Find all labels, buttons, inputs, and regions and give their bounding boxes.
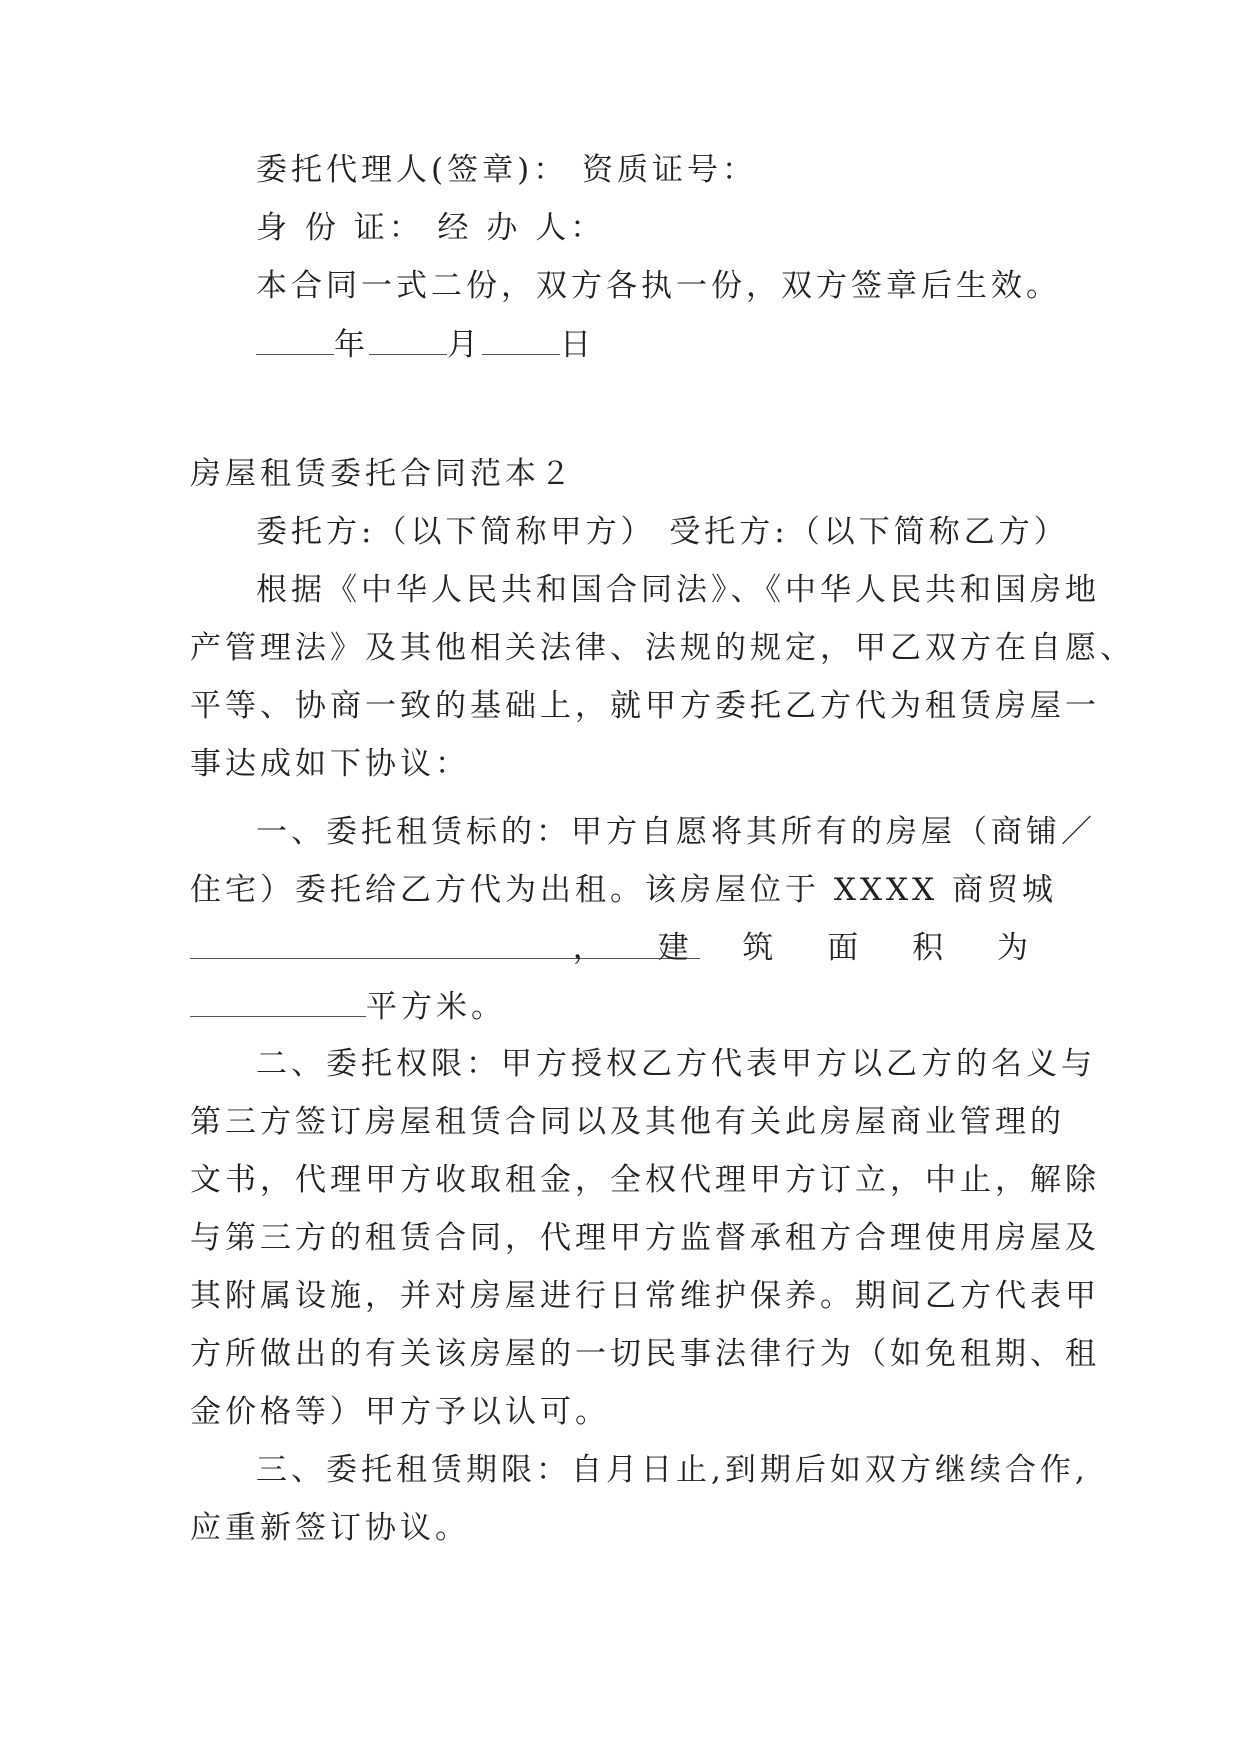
clause2-line-3: 文书，代理甲方收取租金，全权代理甲方订立，中止，解除	[190, 1162, 1100, 1198]
clause1-line-3	[190, 928, 1050, 969]
clause3-line-1: 三、委托租赁期限：自月日止,到期后如双方继续合作,	[256, 1452, 1089, 1488]
clause2-line-4: 与第三方的租赁合同，代理甲方监督承租方合理使用房屋及	[190, 1220, 1100, 1256]
clause2-line-6: 方所做出的有关该房屋的一切民事法律行为（如免租期、租	[190, 1336, 1100, 1372]
day-label: 日	[560, 327, 595, 363]
date-line	[256, 324, 1050, 365]
agent-signature-line: 委托代理人(签章)： 资质证号：	[256, 152, 758, 188]
year-blank	[256, 324, 334, 355]
area-unit: 平方米。	[366, 989, 506, 1025]
clause2-line-5: 其附属设施，并对房屋进行日常维护保养。期间乙方代表甲	[190, 1278, 1100, 1314]
intro-line-1	[256, 570, 1100, 610]
area-blank	[190, 986, 366, 1017]
clause1-line-1: 一、委托租赁标的：甲方自愿将其所有的房屋（商铺／	[256, 814, 1096, 850]
copies-statement: 本合同一式二份，双方各执一份，双方签章后生效。	[256, 268, 1061, 304]
year-label: 年	[334, 327, 369, 363]
clause2-line-1: 二、委托权限：甲方授权乙方代表甲方以乙方的名义与	[256, 1046, 1096, 1082]
clause1-line-4	[190, 986, 1050, 1027]
clause2-line-2: 第三方签订房屋租赁合同以及其他有关此房屋商业管理的	[190, 1104, 1065, 1140]
clause3-line-2: 应重新签订协议。	[190, 1510, 470, 1546]
parties-line: 委托方:（以下简称甲方） 受托方:（以下简称乙方）	[256, 514, 1069, 550]
section-title: 房屋租赁委托合同范本２	[190, 456, 575, 492]
intro-line-2: 产管理法》及其他相关法律、法规的规定，甲乙双方在自愿、	[190, 630, 1135, 666]
day-blank	[482, 324, 560, 355]
clause2-line-7: 金价格等）甲方予以认可。	[190, 1394, 610, 1430]
month-blank	[369, 324, 447, 355]
intro-line-4: 事达成如下协议：	[190, 746, 470, 782]
intro-line-3: 平等、协商一致的基础上，就甲方委托乙方代为租赁房屋一	[190, 688, 1100, 724]
area-label: ， 建 筑 面 积 为	[572, 930, 1050, 966]
id-handler-line: 身 份 证： 经 办 人：	[256, 210, 606, 246]
clause1-line-2: 住宅）委托给乙方代为出租。该房屋位于 XXXX 商贸城	[190, 872, 1057, 908]
month-label: 月	[447, 327, 482, 363]
intro-text-1: 根据《中华人民共和国合同法》、《中华人民共和国房地	[256, 572, 1100, 608]
